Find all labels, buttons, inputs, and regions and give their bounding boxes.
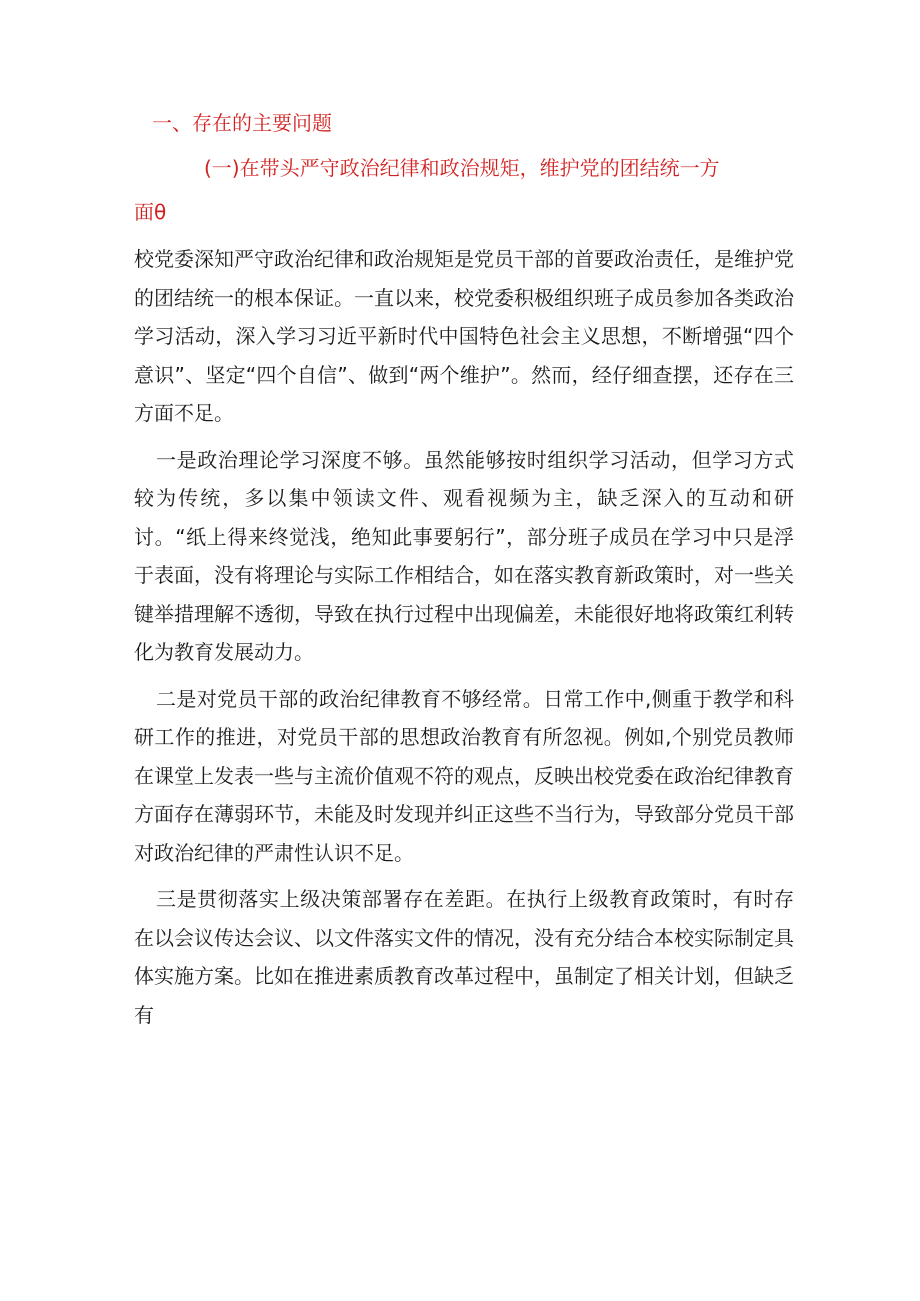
section-heading: 一、存在的主要问题	[152, 111, 332, 135]
sub-heading-line-2: 面θ	[134, 200, 167, 224]
paragraph-point-1: 一是政治理论学习深度不够。虽然能够按时组织学习活动，但学习方式较为传统，多以集中领读文件、观看视频为主，缺乏深入的互动和研讨。“纸上得来终觉浅，绝知此事要躬行”，部分班子成员在学习中只是浮于表面，没有将理论与实际工作相结合，如在落实教育新政策时，对一些关键举措理解不透彻，导致在执行过程中出现偏差，未能很好地将政策红利转化为教育发展动力。	[134, 447, 794, 664]
sub-heading-line-1: (一)在带头严守政治纪律和政治规矩，维护党的团结统一方	[204, 156, 720, 180]
paragraph-point-2: 二是对党员干部的政治纪律教育不够经常。日常工作中,侧重于教学和科研工作的推进，对党员干部的思想政治教育有所忽视。例如,个别党员教师在课堂上发表一些与主流价值观不符的观点，反映出校党委在政治纪律教育方面存在薄弱环节，未能及时发现并纠正这些不当行为，导致部分党员干部对政治纪律的严肃性认识不足。	[134, 686, 794, 865]
sub-heading	[134, 152, 794, 228]
paragraph-point-3: 三是贯彻落实上级决策部署存在差距。在执行上级教育政策时，有时存在以会议传达会议、以文件落实文件的情况，没有充分结合本校实际制定具体实施方案。比如在推进素质教育改革过程中，虽制定了相关计划，但缺乏有	[134, 887, 794, 1027]
paragraph-intro: 校党委深知严守政治纪律和政治规矩是党员干部的首要政治责任，是维护党的团结统一的根本保证。一直以来，校党委积极组织班子成员参加各类政治学习活动，深入学习习近平新时代中国特色社会主义思想，不断增强“四个意识”、坚定“四个自信”、做到“两个维护”。然而，经仔细查摆，还存在三方面不足。	[134, 247, 794, 425]
body-text	[134, 240, 794, 1042]
